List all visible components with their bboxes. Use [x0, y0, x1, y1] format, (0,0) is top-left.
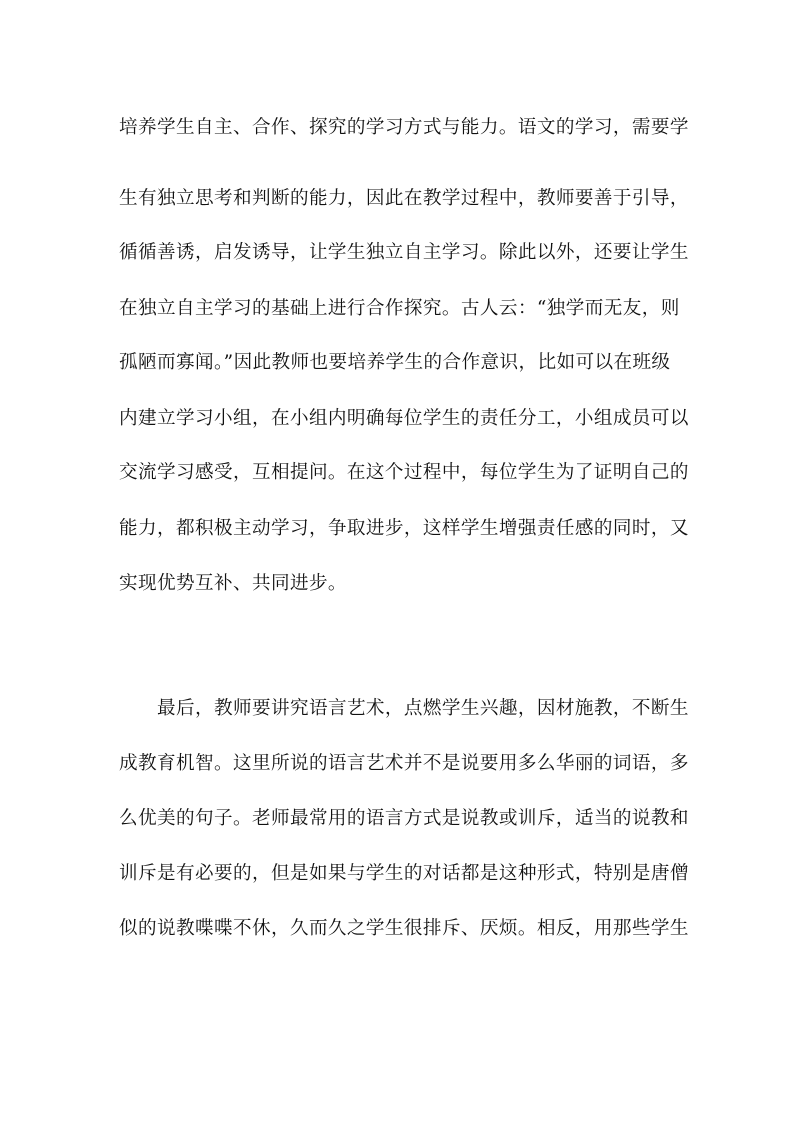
text-line: 么优美的句子。老师最常用的语言方式是说教或训斥，适当的说教和: [119, 808, 689, 829]
text-line: 在独立自主学习的基础上进行合作探究。古人云：“独学而无友，则: [119, 298, 680, 319]
text-line: 似的说教喋喋不休，久而久之学生很排斥、厌烦。相反，用那些学生: [119, 918, 689, 939]
text-line: 训斥是有必要的，但是如果与学生的对话都是这种形式，特别是唐僧: [119, 863, 689, 884]
text-line: 生有独立思考和判断的能力，因此在教学过程中，教师要善于引导，: [119, 188, 689, 209]
text-line: 循循善诱，启发诱导，让学生独立自主学习。除此以外，还要让学生: [119, 242, 689, 263]
text-line: 内建立学习小组，在小组内明确每位学生的责任分工，小组成员可以: [119, 408, 689, 429]
text-line: 实现优势互补、共同进步。: [119, 573, 347, 594]
text-line: 成教育机智。这里所说的语言艺术并不是说要用多么华丽的词语，多: [119, 753, 689, 774]
text-line: 最后，教师要讲究语言艺术，点燃学生兴趣，因材施教，不断生: [157, 698, 689, 719]
text-line: 孤陋而寡闻。”因此教师也要培养学生的合作意识，比如可以在班级: [119, 352, 671, 373]
text-line: 交流学习感受，互相提问。在这个过程中，每位学生为了证明自己的: [119, 462, 689, 483]
text-line: 能力，都积极主动学习，争取进步，这样学生增强责任感的同时，又: [119, 518, 689, 539]
text-line: 培养学生自主、合作、探究的学习方式与能力。语文的学习，需要学: [119, 117, 689, 138]
